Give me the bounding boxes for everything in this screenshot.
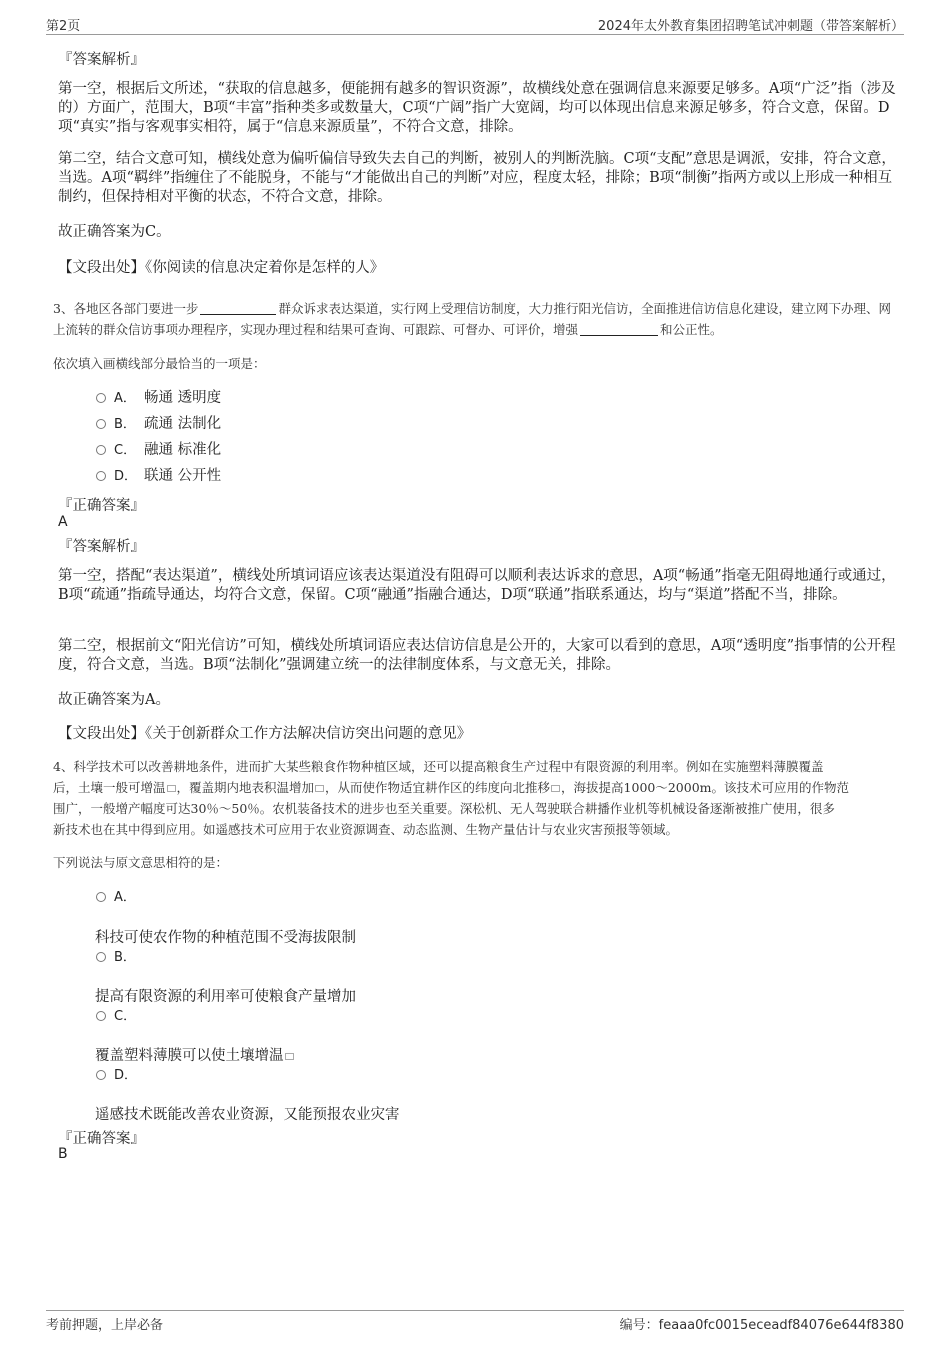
analysis-label: 『答案解析』	[58, 539, 145, 555]
answer-conclusion: 故正确答案为A。	[58, 692, 170, 708]
radio-icon[interactable]	[96, 471, 106, 481]
analysis-paragraph: 第一空，根据后文所述，“获取的信息越多，便能拥有越多的智识资源”，故横线处意在强调信息来源要足够多。A项“广泛”指（涉及的）方面广，范围大，B项“丰富”指种类多或数量大，C项“广阔”指广大宽阔，均可以体现出信息来源足够多，符合文意，保留。D项“真实”指与客观事实相符，属于“信息来源质量”，不符合文意，排除。	[58, 81, 896, 135]
option-b-text: 提高有限资源的利用率可使粮食产量增加	[95, 989, 356, 1005]
option-d[interactable]: D． 联通 公开性	[96, 466, 221, 486]
option-d[interactable]: D．	[96, 1066, 137, 1086]
radio-icon[interactable]	[96, 393, 106, 403]
option-b[interactable]: B．	[96, 948, 136, 968]
radio-icon[interactable]	[96, 892, 106, 902]
radio-icon[interactable]	[96, 445, 106, 455]
analysis-label: 『答案解析』	[58, 52, 145, 68]
option-a[interactable]: A．	[96, 888, 136, 908]
analysis-paragraph: 第一空，搭配“表达渠道”，横线处所填词语应该表达渠道没有阻碍可以顺利表达诉求的意思，A项“畅通”指毫无阻碍地通行或通过，B项“疏通”指疏导通达，均符合文意，保留。C项“融通”指融合通达，D项“联通”指联系通达，均与“渠道”搭配不当，排除。	[58, 568, 896, 603]
option-c[interactable]: C．	[96, 1007, 136, 1027]
footer-slogan: 考前押题，上岸必备	[46, 1318, 164, 1333]
radio-icon[interactable]	[96, 952, 106, 962]
question-prompt: 依次填入画横线部分最恰当的一项是：	[53, 356, 266, 371]
correct-answer-label: 『正确答案』	[58, 498, 145, 514]
correct-answer: A	[58, 514, 68, 530]
document-title: 2024年太外教育集团招聘笔试冲刺题（带答案解析）	[597, 19, 904, 34]
document-id: 编号：feaaa0fc0015eceadf84076e644f8380	[619, 1318, 904, 1333]
page-header	[46, 14, 904, 35]
source-citation: 【文段出处】《你阅读的信息决定着你是怎样的人》	[58, 260, 385, 276]
answer-conclusion: 故正确答案为C。	[58, 224, 171, 240]
question-prompt: 下列说法与原文意思相符的是：	[53, 855, 229, 870]
fill-blank	[200, 302, 276, 315]
option-b[interactable]: B． 疏通 法制化	[96, 414, 221, 434]
analysis-paragraph: 第二空，根据前文“阳光信访”可知，横线处所填词语应表达信访信息是公开的，大家可以看到的意思，A项“透明度”指事情的公开程度，符合文意，当选。B项“法制化”强调建立统一的法律制度体系，与文意无关，排除。	[58, 638, 896, 673]
option-d-text: 遥感技术既能改善农业资源，又能预报农业灾害	[95, 1107, 400, 1123]
question-stem: 3、各地区各部门要进一步 群众诉求表达渠道，实行网上受理信访制度，大力推行阳光信访，全面推进信访信息化建设，建立网下办理、网上流转的群众信访事项办理程序，实现办理过程和结果可查询、可跟踪、可督办、可评价，增强 和公正性。	[53, 301, 891, 337]
question-stem: 4、科学技术可以改善耕地条件，进而扩大某些粮食作物种植区域，还可以提高粮食生产过程中有限资源的利用率。例如在实施塑料薄膜覆盖 后，土壤一般可增温 ，覆盖期内地表积温增加 ，从而使作物适宜耕作区的纬度向北推移 ，海拔提高1000～2000m。该技术可应用的作物范 围广，一般增产幅度可达30％～50％。农机装备技术的进步也至关重要。深松机、无人驾驶联合耕播作业机等机械设备逐渐被推广使用，很多 新技术也在其中得到应用。如遥感技术可应用于农业资源调查、动态监测、生物产量估计与农业灾害预报等领域。	[53, 759, 850, 837]
source-citation: 【文段出处】《关于创新群众工作方法解决信访突出问题的意见》	[58, 726, 472, 742]
radio-icon[interactable]	[96, 419, 106, 429]
page-number: 第2页	[46, 19, 81, 34]
page-footer	[46, 1310, 904, 1331]
radio-icon[interactable]	[96, 1011, 106, 1021]
option-a-text: 科技可使农作物的种植范围不受海拔限制	[95, 930, 356, 946]
fill-blank	[580, 323, 658, 336]
radio-icon[interactable]	[96, 1070, 106, 1080]
option-c-text: 覆盖塑料薄膜可以使土壤增温	[95, 1044, 295, 1065]
option-c[interactable]: C． 融通 标准化	[96, 440, 221, 460]
analysis-paragraph: 第二空，结合文意可知，横线处意为偏听偏信导致失去自己的判断，被别人的判断洗脑。C项“支配”意思是调派，安排，符合文意，当选。A项“羁绊”指缠住了不能脱身，不能与“才能做出自己的判断”对应，程度太轻，排除；B项“制衡”指两方或以上形成一种相互制约，但保持相对平衡的状态，不符合文意，排除。	[58, 151, 896, 205]
option-a[interactable]: A． 畅通 透明度	[96, 388, 221, 408]
correct-answer: B	[58, 1146, 68, 1162]
correct-answer-label: 『正确答案』	[58, 1131, 145, 1147]
